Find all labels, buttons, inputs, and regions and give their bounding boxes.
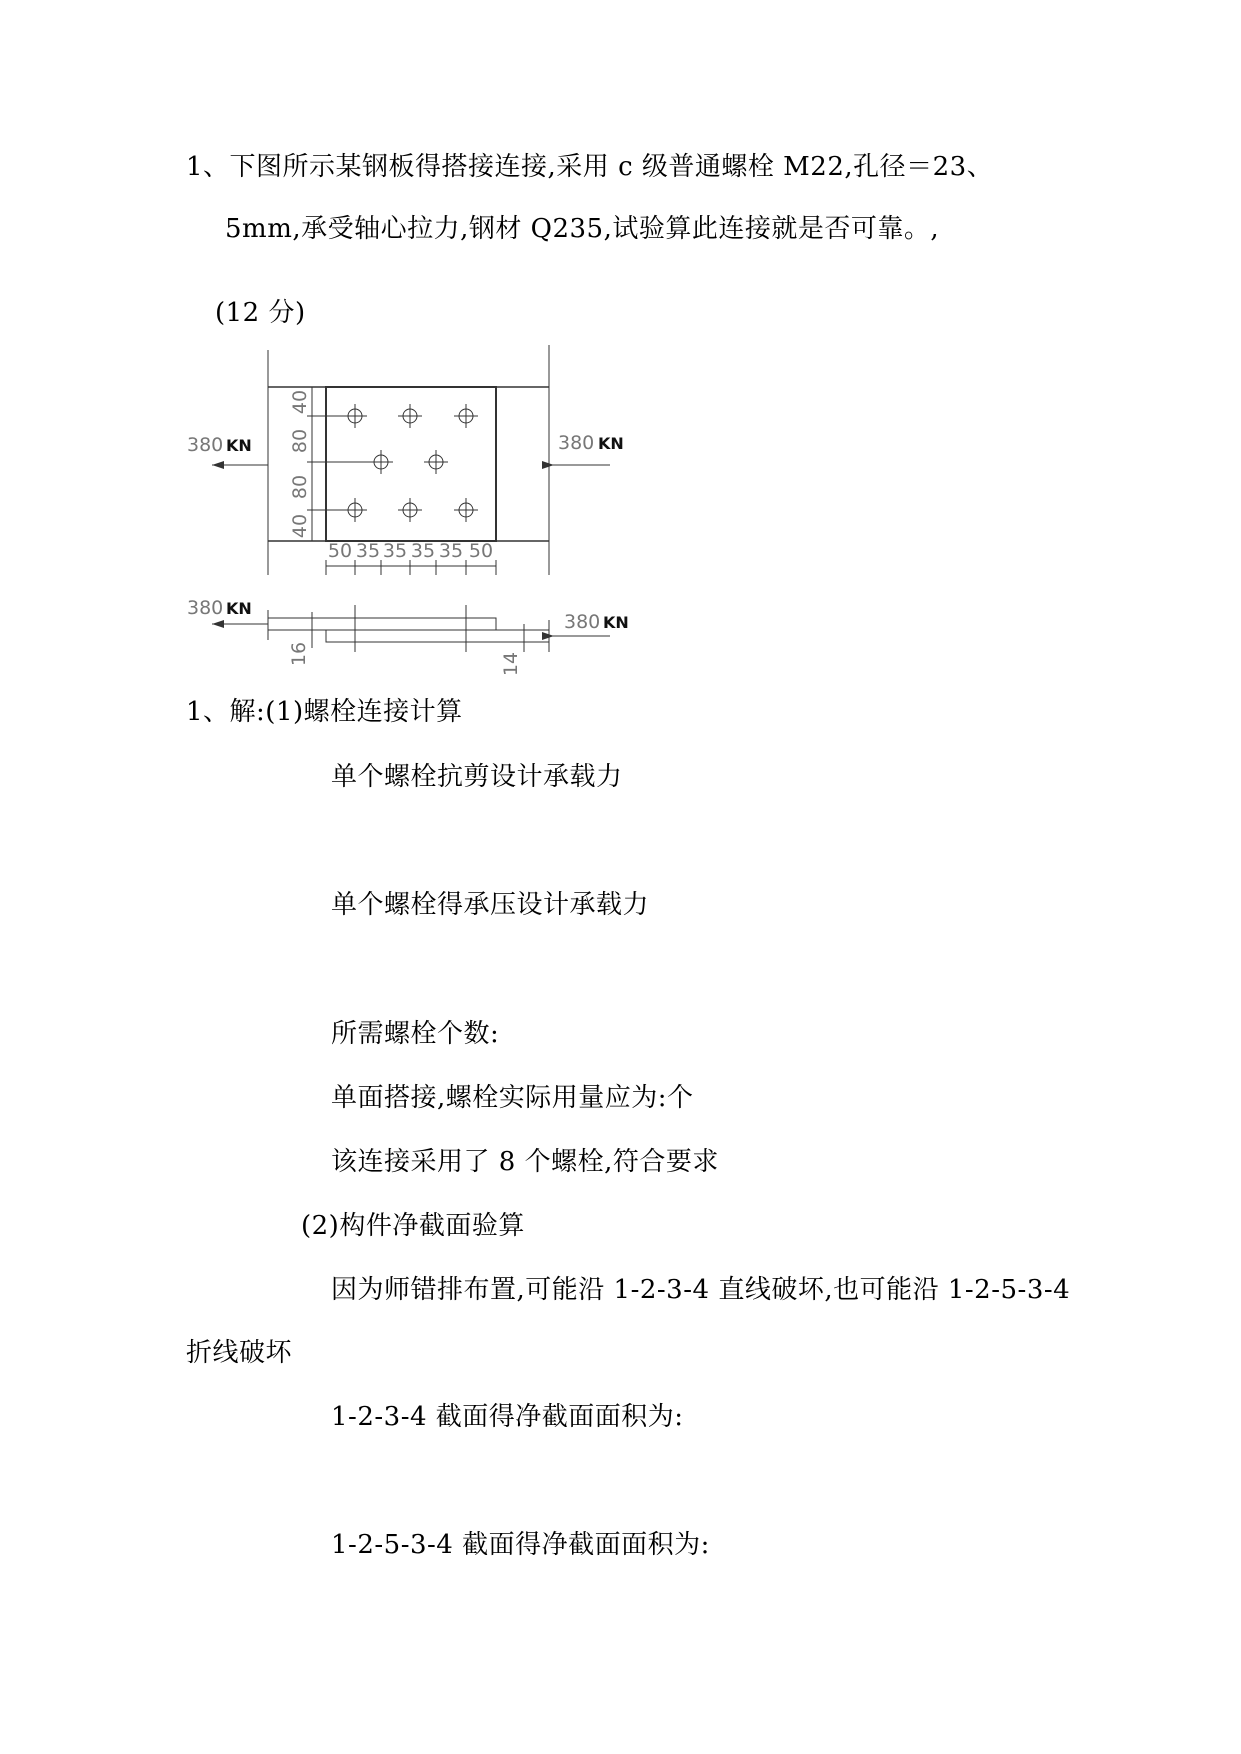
part2-text-line1: 因为师错排布置,可能沿 1-2-3-4 直线破坏,也可能沿 1-2-5-3-4 — [331, 1275, 1071, 1305]
bolt-connection-side-view — [0, 590, 700, 680]
dim-label-h-1: 50 — [327, 540, 353, 562]
dim-label-h-6: 50 — [468, 540, 494, 562]
dim-label-pitch-1: 80 — [289, 428, 311, 454]
bearing-capacity-label: 单个螺栓得承压设计承载力 — [331, 890, 650, 920]
thickness-label-right: 14 — [500, 651, 522, 677]
conclusion-text: 该连接采用了 8 个螺栓,符合要求 — [331, 1147, 719, 1177]
bolt-row-middle — [369, 450, 448, 474]
dim-label-h-3: 35 — [382, 540, 408, 562]
dim-label-h-2: 35 — [355, 540, 381, 562]
question-line-2: 5mm,承受轴心拉力,钢材 Q235,试验算此连接就是否可靠。, — [225, 214, 940, 244]
dim-label-bottom-edge: 40 — [289, 513, 311, 539]
force-label-left-value: 380 — [187, 434, 224, 456]
part2-text-line2: 折线破坏 — [186, 1338, 293, 1368]
question-line-1: 1、下图所示某钢板得搭接连接,采用 c 级普通螺栓 M22,孔径＝23、 — [186, 152, 994, 182]
dim-label-top-edge: 40 — [289, 389, 311, 415]
shear-capacity-label: 单个螺栓抗剪设计承载力 — [331, 762, 623, 792]
dim-label-h-4: 35 — [410, 540, 436, 562]
side-force-left-unit: KN — [226, 599, 252, 618]
question-points: (12 分) — [215, 298, 306, 328]
part2-heading: (2)构件净截面验算 — [301, 1211, 525, 1241]
side-force-right-unit: KN — [603, 613, 629, 632]
section-1234-label: 1-2-3-4 截面得净截面面积为: — [331, 1402, 684, 1432]
dim-label-pitch-2: 80 — [289, 474, 311, 500]
side-force-left-value: 380 — [187, 597, 224, 619]
thickness-label-left: 16 — [288, 641, 310, 667]
force-label-right-value: 380 — [558, 432, 595, 454]
solution-heading: 1、解:(1)螺栓连接计算 — [186, 697, 463, 727]
force-label-left-unit: KN — [226, 436, 252, 455]
bolt-row-bottom — [343, 498, 478, 522]
single-lap-label: 单面搭接,螺栓实际用量应为:个 — [331, 1083, 694, 1113]
side-force-right-value: 380 — [564, 611, 601, 633]
force-label-right-unit: KN — [598, 434, 624, 453]
section-12534-label: 1-2-5-3-4 截面得净截面面积为: — [331, 1530, 710, 1560]
bolt-row-top — [343, 404, 478, 428]
bolts-required-label: 所需螺栓个数: — [331, 1019, 500, 1049]
dim-label-h-5: 35 — [438, 540, 464, 562]
